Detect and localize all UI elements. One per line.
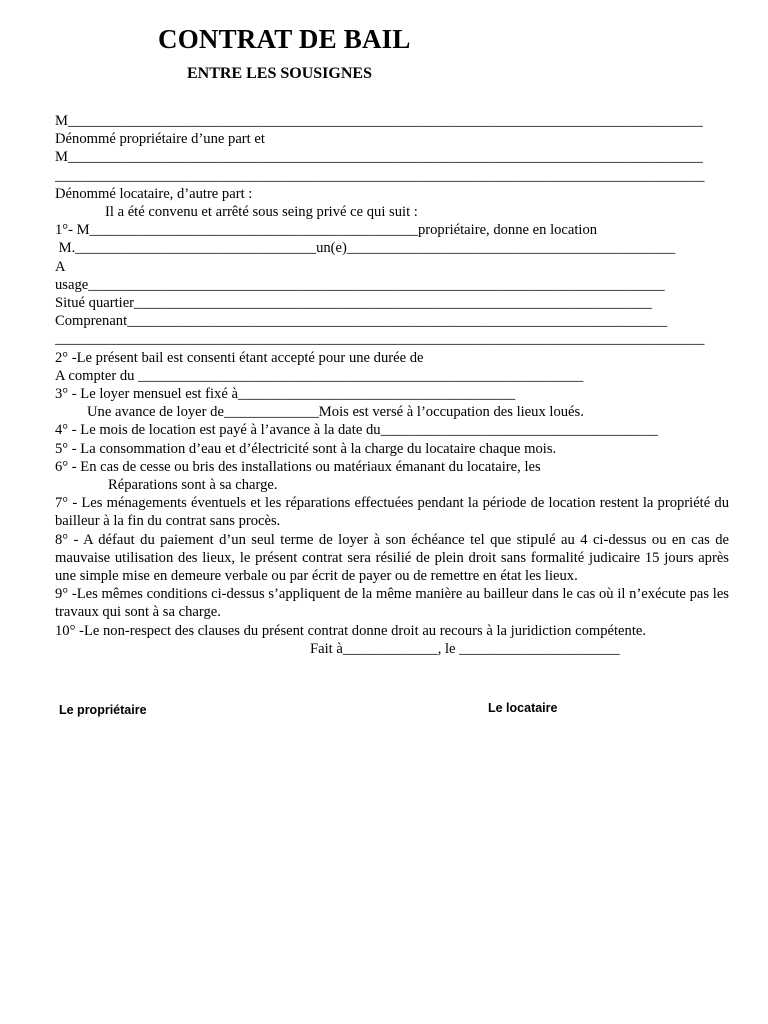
owner-name-line: M_______________________________________________________________________________________ <box>55 113 703 129</box>
clause-10: 10° -Le non-respect des clauses du présent contrat donne droit au recours à la juridiction compétente. <box>55 622 646 639</box>
clause-1: 1°- M_____________________________________________propriétaire, donne en location <box>55 222 598 239</box>
clause-3-advance: Une avance de loyer de_____________Mois est versé à l’occupation des lieux loués. <box>87 404 584 421</box>
clause-3: 3° - Le loyer mensuel est fixé à______________________________________ <box>55 386 516 403</box>
clause-2: 2° -Le présent bail est consenti étant accepté pour une durée de <box>55 349 424 366</box>
clause-1-location: A <box>55 258 66 275</box>
document-subtitle: ENTRE LES SOUSIGNES <box>187 65 372 82</box>
owner-label: Dénommé propriétaire d’une part et <box>55 131 265 148</box>
signed-at-line: Fait à_____________, le ______________________ <box>310 640 620 657</box>
clause-7: 7° - Les ménagements éventuels et les réparations effectuées pendant la période de location restent la propriété du bailleur à la fin du contrat sans procès. <box>55 495 729 530</box>
contract-body <box>55 112 729 658</box>
clause-6: 6° - En cas de cesse ou bris des installations ou matériaux émanant du locataire, les <box>55 458 541 475</box>
tenant-signature-label: Le locataire <box>488 701 558 715</box>
clause-9: 9° -Les mêmes conditions ci-dessus s’appliquent de la même manière au bailleur dans le cas où il n’exécute pas les travaux qui sont à sa charge. <box>55 586 729 621</box>
clause-6-cont: Réparations sont à sa charge. <box>108 477 278 494</box>
clause-1-comprising-cont: _________________________________________________________________________________________ <box>55 331 705 348</box>
clause-1-quarter: Situé quartier_______________________________________________________________________ <box>55 295 653 312</box>
tenant-name-line: M_______________________________________________________________________________________ <box>55 149 703 166</box>
agreement-line: Il a été convenu et arrêté sous seing privé ce qui suit : <box>105 204 418 221</box>
tenant-name-line-cont: _________________________________________________________________________________________ <box>55 167 705 184</box>
clause-1-tenant: M._________________________________un(e)_____________________________________________ <box>55 240 676 257</box>
clause-1-comprising: Comprenant__________________________________________________________________________ <box>55 313 668 330</box>
clause-1-usage: usage_______________________________________________________________________________ <box>55 276 665 293</box>
clause-4: 4° - Le mois de location est payé à l’avance à la date du______________________________________ <box>55 422 658 439</box>
document-title: CONTRAT DE BAIL <box>158 24 411 54</box>
clause-8: 8° - A défaut du paiement d’un seul terme de loyer à son échéance tel que stipulé au 4 ci-dessus ou en cas de mauvaise utilisation des lieux, le présent contrat sera résilié de plein droit sans formalité judicaire 15 jours après une simple mise en demeure verbale ou par écrit de payer ou de remettre en état les lieux. <box>55 531 729 585</box>
clause-2-start: A compter du _____________________________________________________________ <box>55 367 584 384</box>
tenant-label: Dénommé locataire, d’autre part : <box>55 185 253 202</box>
owner-signature-label: Le propriétaire <box>59 703 147 717</box>
clause-5: 5° - La consommation d’eau et d’électricité sont à la charge du locataire chaque mois. <box>55 440 557 457</box>
